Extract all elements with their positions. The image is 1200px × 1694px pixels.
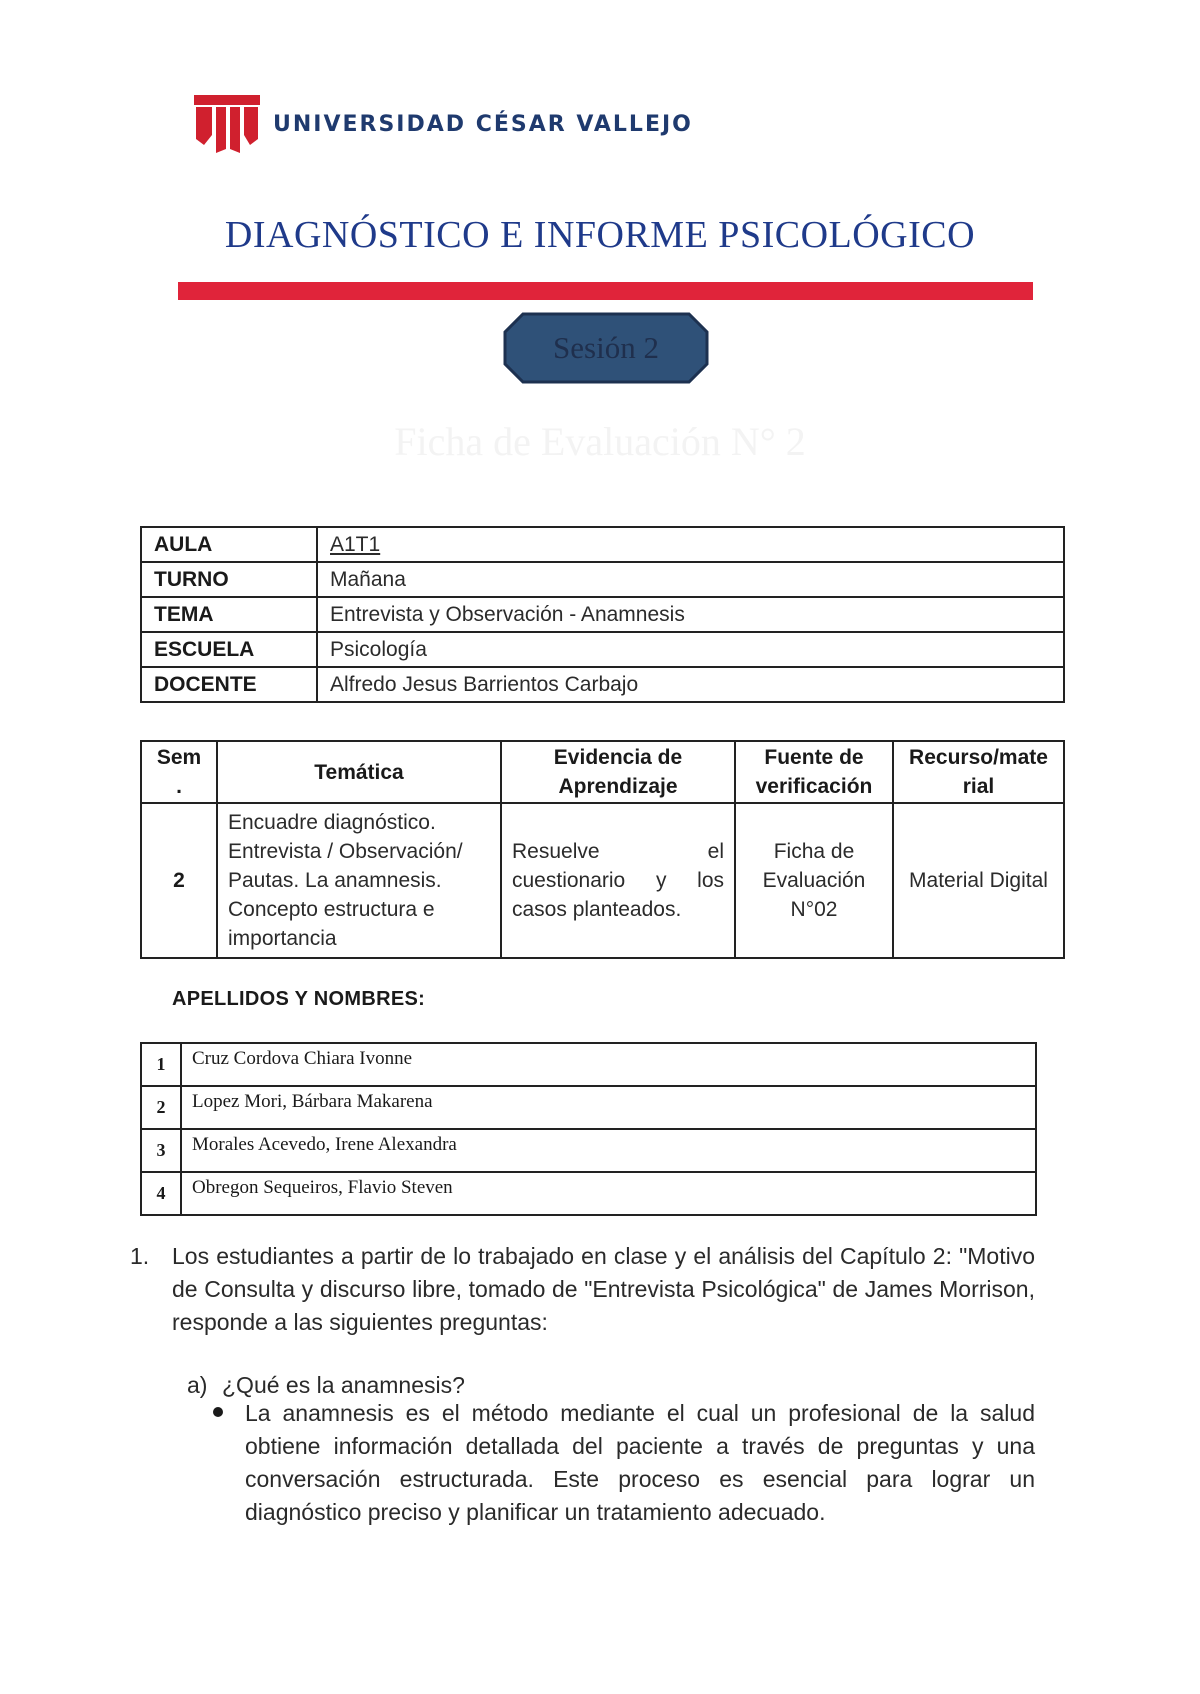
students-table: [140, 1042, 1037, 1216]
session-schedule-table: [140, 740, 1065, 959]
info-key: AULA: [141, 527, 317, 562]
info-key: TEMA: [141, 597, 317, 632]
info-value: A1T1: [317, 527, 1064, 562]
table-row: [141, 1172, 1036, 1215]
subquestion-text: ¿Qué es la anamnesis?: [222, 1372, 465, 1398]
info-key: ESCUELA: [141, 632, 317, 667]
question-number: 1.: [130, 1243, 150, 1269]
bullet-icon: [213, 1407, 223, 1417]
table-row: [141, 1086, 1036, 1129]
table-row: [141, 562, 1064, 597]
table-row: [141, 1129, 1036, 1172]
info-value: Psicología: [317, 632, 1064, 667]
table-row: [141, 632, 1064, 667]
table-row: [141, 803, 1064, 958]
table-header-row: [141, 741, 1064, 803]
question-text: Los estudiantes a partir de lo trabajado en clase y el análisis del Capítulo 2: "Motivo de Consulta y discurso libre, tomado de "Entrevista Psicológica" de James Morrison, responde a las siguientes preguntas:: [172, 1243, 1035, 1335]
university-name: UNIVERSIDAD CÉSAR VALLEJO: [273, 112, 693, 137]
student-name: Morales Acevedo, Irene Alexandra: [181, 1129, 1036, 1172]
student-number: 1: [141, 1043, 181, 1086]
document-title: DIAGNÓSTICO E INFORME PSICOLÓGICO: [224, 214, 976, 256]
course-info-table: [140, 526, 1065, 703]
students-heading: APELLIDOS Y NOMBRES:: [172, 988, 426, 1010]
header-sem: Sem .: [141, 741, 217, 803]
header-evidencia: Evidencia de Aprendizaje: [501, 741, 735, 803]
cell-recurso: Material Digital: [893, 803, 1064, 958]
table-row: [141, 1043, 1036, 1086]
info-value: Entrevista y Observación - Anamnesis: [317, 597, 1064, 632]
header-tematica: Temática: [217, 741, 501, 803]
student-name: Lopez Mori, Bárbara Makarena: [181, 1086, 1036, 1129]
ficha-title: Ficha de Evaluación N° 2: [394, 419, 806, 464]
header-fuente: Fuente de verificación: [735, 741, 893, 803]
answer-text: La anamnesis es el método mediante el cual un profesional de la salud obtiene información detallada del paciente a través de preguntas y una conversación estructurada. Este proceso es esencial para lograr un diagnóstico preciso y planificar un tratamiento adecuado.: [245, 1400, 1035, 1525]
student-number: 2: [141, 1086, 181, 1129]
table-row: [141, 597, 1064, 632]
cell-evidencia: Resuelve el cuestionario y los casos planteados.: [501, 803, 735, 958]
cell-sem: 2: [141, 803, 217, 958]
info-value: Alfredo Jesus Barrientos Carbajo: [317, 667, 1064, 702]
info-key: TURNO: [141, 562, 317, 597]
table-row: [141, 667, 1064, 702]
session-label: Sesión 2: [553, 330, 659, 365]
student-name: Cruz Cordova Chiara Ivonne: [181, 1043, 1036, 1086]
student-number: 3: [141, 1129, 181, 1172]
cell-tematica: Encuadre diagnóstico. Entrevista / Observación/ Pautas. La anamnesis. Concepto estructura e importancia: [217, 803, 501, 958]
student-name: Obregon Sequeiros, Flavio Steven: [181, 1172, 1036, 1215]
info-value: Mañana: [317, 562, 1064, 597]
info-key: DOCENTE: [141, 667, 317, 702]
title-underline-bar: [178, 282, 1033, 300]
university-logo: [194, 95, 260, 153]
cell-fuente: Ficha de Evaluación N°02: [735, 803, 893, 958]
student-number: 4: [141, 1172, 181, 1215]
header-recurso: Recurso/mate rial: [893, 741, 1064, 803]
subquestion-letter: a): [187, 1372, 208, 1398]
table-row: [141, 527, 1064, 562]
